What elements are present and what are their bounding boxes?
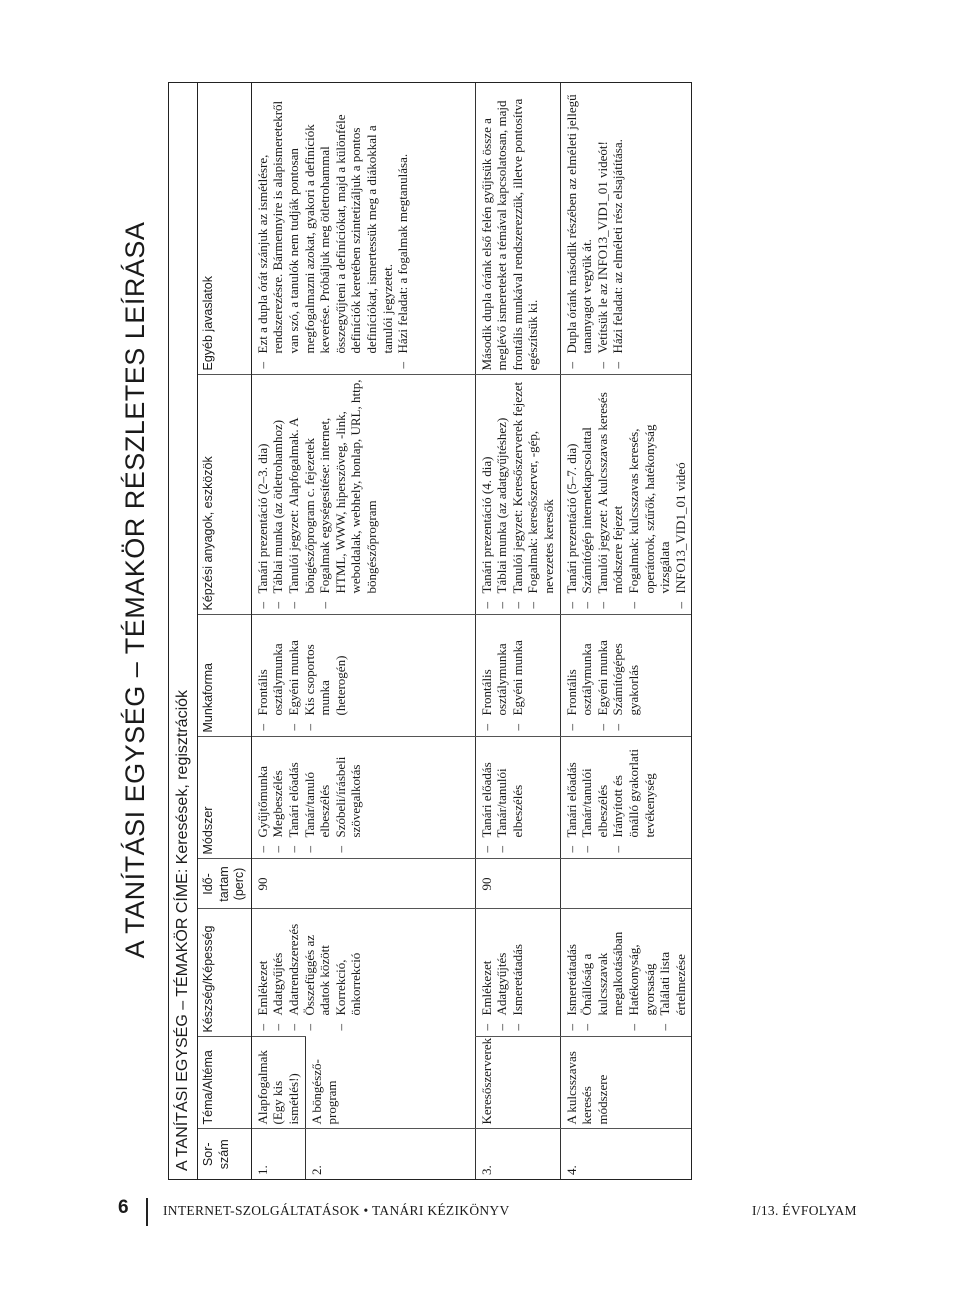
header-topic: Téma/Altéma xyxy=(198,1037,251,1129)
row-methods xyxy=(560,737,691,859)
list-item: – Frontális osztálymunka xyxy=(479,620,510,733)
list-item: – Tanári prezentáció (5–7. dia) xyxy=(564,380,580,611)
row-time: 90 xyxy=(475,859,560,909)
list-item: – Adatrendszerezés xyxy=(286,914,302,1033)
list-item: – Összefüggés az adatok között xyxy=(302,914,333,1033)
running-footer-title: INTERNET-SZOLGÁLTATÁSOK • TANÁRI KÉZIKÖNYV xyxy=(163,1203,510,1218)
list-item: – Tanár/tanuló elbeszélés xyxy=(302,742,333,855)
header-notes: Egyéb javaslatok xyxy=(198,83,251,375)
row-skills xyxy=(251,909,475,1037)
list-item: – Tanulói jegyzet: A kulcsszavas keresés módszere fejezet xyxy=(595,380,626,611)
table-row xyxy=(251,83,305,1179)
list-item: – Fogalmak: kulcsszavas keresés, operátorok, szűrők, hatékonyság vizsgálata xyxy=(626,380,673,611)
header-num: Sor-szám xyxy=(198,1129,251,1179)
list-item: – Táblai munka (az adatgyűjtéshez) xyxy=(494,380,510,611)
row-number: 3. xyxy=(475,1129,560,1179)
list-item: – Vetítsük le az INFO13_VID1_01 videót! xyxy=(595,87,611,371)
list-item: – Tanulói jegyzet: Alapfogalmak. A böngészőprogram c. fejezetek xyxy=(286,380,317,611)
rotated-page-content xyxy=(0,80,700,1180)
row-work xyxy=(560,615,691,737)
list-item: – Frontális osztálymunka xyxy=(564,620,595,733)
list-item: – Tanári prezentáció (4. dia) xyxy=(479,380,495,611)
list-item: – Egyéni munka xyxy=(286,620,302,733)
list-item: – Adatgyűjtés xyxy=(494,914,510,1033)
list-item: – Emlékezet xyxy=(255,914,271,1033)
list-item: – Számítógépes gyakorlás xyxy=(610,620,641,733)
row-tools xyxy=(475,375,560,615)
table-row xyxy=(475,83,560,1179)
list-item: – Tanári előadás xyxy=(286,742,302,855)
row-time xyxy=(560,859,691,909)
row-skills xyxy=(560,909,691,1037)
row-tools xyxy=(560,375,691,615)
list-item: – Tanári előadás xyxy=(564,742,580,855)
row-tools xyxy=(251,375,475,615)
list-item: – Önállóság a kulcsszavak megalkotásában xyxy=(579,914,626,1033)
header-work: Munkaforma xyxy=(198,615,251,737)
row-notes xyxy=(560,83,691,375)
header-time: Idő-tartam (perc) xyxy=(198,859,251,909)
lesson-plan-table-frame xyxy=(168,82,692,1180)
header-method: Módszer xyxy=(198,737,251,859)
row-topic: Keresőszerverek xyxy=(475,1037,560,1129)
list-item: – Tanulói jegyzet: Keresőszerverek fejezet xyxy=(510,380,526,611)
row-topic: A böngésző-program xyxy=(305,1037,475,1129)
list-item: – Tanári előadás xyxy=(479,742,495,855)
list-item: – Ismeretátadás xyxy=(564,914,580,1033)
list-item: – Számítógép internetkapcsolattal xyxy=(579,380,595,611)
row-number: 2. xyxy=(305,1129,475,1179)
list-item: – Frontális osztálymunka xyxy=(255,620,286,733)
list-item: – Szóbeli/írásbeli szövegalkotás xyxy=(333,742,364,855)
table-caption: A TANÍTÁSI EGYSÉG – TÉMAKÖR CÍME: Keresések, regisztrációk xyxy=(169,83,198,1179)
list-item: – Gyűjtőmunka xyxy=(255,742,271,855)
row-time: 90 xyxy=(251,859,475,909)
row-topic: A kulcsszavas keresés módszere xyxy=(560,1037,691,1129)
row-number: 4. xyxy=(560,1129,691,1179)
row-number: 1. xyxy=(251,1129,305,1179)
list-item: – Irányított és önálló gyakorlati tevékenység xyxy=(610,742,657,855)
list-item: – Egyéni munka xyxy=(595,620,611,733)
list-item: – Fogalmak: keresőszerver, -gép, nevezetes keresők xyxy=(525,380,556,611)
list-item: – Emlékezet xyxy=(479,914,495,1033)
list-item: – Tanár/tanulói elbeszélés xyxy=(494,742,525,855)
header-tools: Képzési anyagok, eszközök xyxy=(198,375,251,615)
list-item: – Adatgyűjtés xyxy=(270,914,286,1033)
running-footer-grade: I/13. ÉVFOLYAM xyxy=(752,1203,857,1218)
row-notes: Második dupla óránk első felén gyűjtsük össze a meglévő ismereteket a témával kapcsolatosan, majd frontális munkával rendszerezzük, illetve pontosítva egészítsük ki. xyxy=(475,83,560,375)
list-item: – Találati lista értelmezése xyxy=(657,914,688,1033)
footer-divider xyxy=(146,1198,148,1226)
page-title: A TANÍTÁSI EGYSÉG – TÉMAKÖR RÉSZLETES LEÍRÁSA xyxy=(120,221,150,959)
row-notes xyxy=(251,83,475,375)
list-item: – Házi feladat: az elméleti rész elsajátítása. xyxy=(610,87,626,371)
page-number: 6 xyxy=(118,1197,129,1218)
header-row xyxy=(198,83,251,1179)
list-item: – Dupla óránk második részében az elméleti jellegű tananyagot vegyük át. xyxy=(564,87,595,371)
row-work xyxy=(251,615,475,737)
list-item: – Korrekció, önkorrekció xyxy=(333,914,364,1033)
list-item: – Ismeretátadás xyxy=(510,914,526,1033)
row-work xyxy=(475,615,560,737)
table-row xyxy=(560,83,691,1179)
list-item: – Táblai munka (az ötletrohamhoz) xyxy=(270,380,286,611)
lesson-plan-table xyxy=(198,83,691,1179)
row-methods xyxy=(251,737,475,859)
list-item: – Megbeszélés xyxy=(270,742,286,855)
row-topic: Alapfogalmak (Egy kis ismétlés!) xyxy=(251,1037,305,1129)
list-item: – Ezt a dupla órát szánjuk az ismétlésre, rendszerezésre. Bármennyire is alapismeretekről van szó, a tanulók nem tudják pontosan megfogalmazni azokat, gyakori a definíciók keverése. Próbáljuk meg ötletrohammal összegyűjteni a definíciókat, majd a különféle definíciók keretében szintetizáljuk a pontos definíciókat, ismertessük meg a diákokkal a tanulói jegyzetet. xyxy=(255,87,395,371)
list-item: – Tanári prezentáció (2–3. dia) xyxy=(255,380,271,611)
list-item: – Tanár/tanulói elbeszélés xyxy=(579,742,610,855)
row-methods xyxy=(475,737,560,859)
list-item: – Hatékonyság, gyorsaság xyxy=(626,914,657,1033)
header-skill: Készség/Képesség xyxy=(198,909,251,1037)
row-skills xyxy=(475,909,560,1037)
list-item: – Kis csoportos munka (heterogén) xyxy=(302,620,349,733)
list-item: – Házi feladat: a fogalmak megtanulása. xyxy=(395,87,411,371)
list-item: – Fogalmak egységesítése: internet, HTML, WWW, hiperszöveg, -link, weboldalak, webhely, honlap, URL, http, böngészőprogram xyxy=(317,380,379,611)
list-item: – Egyéni munka xyxy=(510,620,526,733)
list-item: – INFO13_VID1_01 videó xyxy=(673,380,689,611)
